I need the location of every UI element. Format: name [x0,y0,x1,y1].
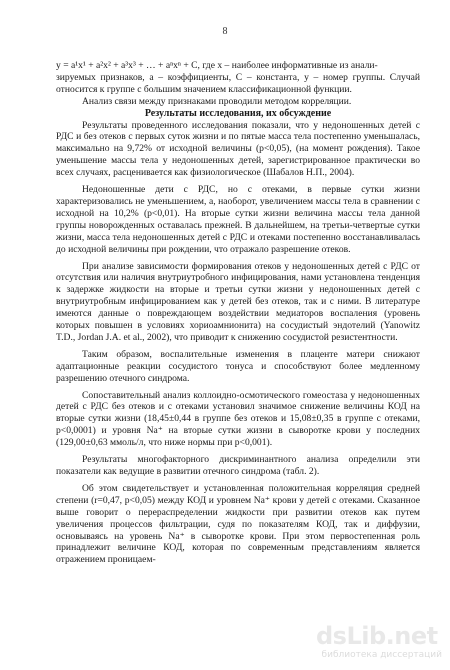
paragraph-discriminant: Результаты многофакторного дискриминантного анализа определили эти показатели как ведущие в развитии отечного синдрома (табл. 2). [56,454,420,477]
paragraph-correlation: Об этом свидетельствует и установленная положительная корреляция средней степени (r=0,47, p<0,05) между КОД и уровнем Na⁺ крови у детей с отеками. Сказанное выше говорит о перераспределении жидкости при развитии отеков как путем увеличения процессов фильтрации, судя по показателям КОД, так и диффузии, основываясь на уровень Na⁺ в сыворотке крови. При этом первостепенная роль принадлежит величине КОД, которая по современным представлениям является отражением проницаем- [56,482,420,566]
correlation-method-paragraph: Анализ связи между признаками проводили методом корреляции. [82,95,352,107]
watermark [286,622,442,662]
watermark-tagline: библиотека диссертаций [321,650,442,660]
paragraph-cod-analysis: Сопоставительный анализ коллоидно-осмотического гомеостаза у недоношенных детей с РДС без отеков и с отеками установил значимое снижение величины КОД на вторые сутки жизни (18,45±0,44 в группе без отеков и 15,08±0,35 в группе с отеками, p<0,0001) и уровня Na⁺ на вторые сутки жизни в сыворотке крови у последних (129,00±0,63 ммоль/л, что ниже нормы при p<0,001). [56,389,420,449]
paragraph-body-weight: Результаты проведенного исследования показали, что у недоношенных детей с РДС и без отеков с первых суток жизни и по пятые масса тела постепенно уменьшалась, максимально на 9,72% от исходной величины (p<0,05), (на момент рождения). Такое уменьшение массы тела у недоношенных детей, зарегистрированное практически во всех случаях, расценивается как физиологическое (Шабалов Н.П., 2004). [56,119,420,179]
section-heading: Результаты исследования, их обсуждение [144,107,332,119]
watermark-brand: dsLib.net [316,622,438,650]
paragraph-edema-weight: Недоношенные дети с РДС, но с отеками, в первые сутки жизни характеризовались не уменьшением, а, наоборот, увеличением массы тела в сравнении с исходной на 10,2% (p<0,01). На вторые сутки жизни величина массы тела данной группы новорожденных оставалась прежней. В дальнейшем, на третьи-четвертые сутки жизни, масса тела недоношенных детей с РДС и отеками постепенно восстанавливалась до исходной величины при рождении, что отражало разрешение отеков. [56,184,420,255]
formula-line: y = a¹x¹ + a²x² + a³x³ + … + aⁿxⁿ + C, где x – наиболее информативные из анали- [56,60,378,71]
page-number: 8 [222,26,228,37]
document-body [56,60,420,566]
paragraph-conclusion: Таким образом, воспалительные изменения в плаценте матери снижают адаптационные реакции сосудистого тонуса и способствуют более медленному разрешению отечного синдрома. [56,348,420,384]
formula-continuation: зируемых признаков, а – коэффициенты, С – константа, у – номер группы. Случай относится к группе с большим значением классификационной функции. [56,71,420,95]
paragraph-infection: При анализе зависимости формирования отеков у недоношенных детей с РДС от отсутствия или наличия внутриутробного инфицирования, нами установлена тенденция к задержке жидкости на вторые и третьи сутки жизни у недоношенных детей с внутриутробным инфицированием как у детей без отеков, так и с ними. В литературе имеются данные о повреждающем воздействии медиаторов воспаления (уровень которых повышен в условиях хориоамнионита) на сосудистый эндотелий (Yanowitz T.D., Jordan J.A. et al., 2002), что приводит к снижению сосудистой резистентности. [56,260,420,343]
